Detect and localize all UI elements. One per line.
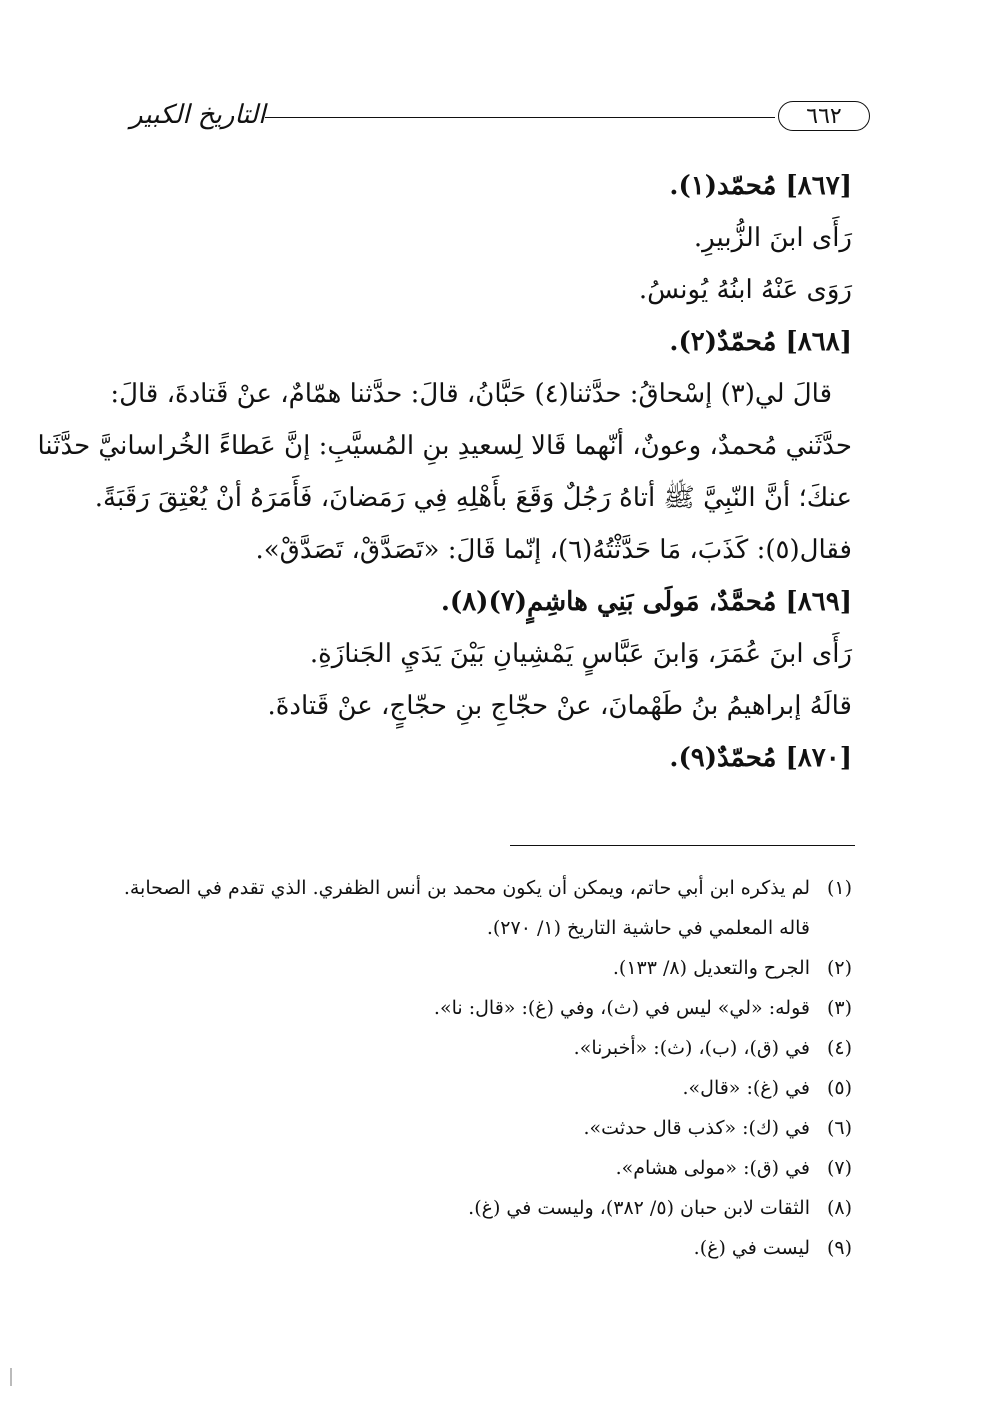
- text-line: عنكَ؛ أنَّ النّبِيَّ ﷺ أتاهُ رَجُلٌ وَقَعَ بأَهْلِهِ فِي رَمَضانَ، فَأَمَرَهُ أنْ يُعْتِقَ رَقَبَةً.: [94, 483, 852, 513]
- running-header: [130, 100, 870, 136]
- text-line: رَأَى ابنَ الزُّبيرِ.: [693, 223, 852, 253]
- footnote-item: [112, 948, 852, 988]
- footnote-item: [112, 1108, 852, 1148]
- entry-heading: [٨٦٨] مُحمّدٌ(٢).: [669, 327, 852, 357]
- footnotes: [112, 868, 852, 1268]
- header-rule: [265, 117, 775, 118]
- footnote-number: (٧): [826, 1157, 852, 1179]
- entry-heading: [٨٧٠] مُحمّدٌ(٩).: [669, 743, 852, 773]
- footnote-number: (٥): [826, 1077, 852, 1099]
- footnote-item: [112, 1028, 852, 1068]
- footnote-item: [112, 1188, 852, 1228]
- footnote-text: قوله: «لي» ليس في (ث)، وفي (غ): «قال: نا».: [433, 997, 810, 1019]
- entry-heading: [٨٦٩] مُحمَّدٌ، مَولَى بَنِي هاشِمٍ(٧)(٨).: [440, 587, 852, 617]
- footnote-item: [112, 1228, 852, 1268]
- page-number: ٦٦٢: [778, 101, 870, 131]
- footnote-number: (٩): [826, 1237, 852, 1259]
- footnote-text: في (ق)، (ب)، (ث): «أخبرنا».: [573, 1037, 810, 1059]
- text-line: قالَ لي(٣) إسْحاقُ: حدَّثنا(٤) حَبَّانُ، قالَ: حدَّثنا همّامٌ، عنْ قَتادةَ، قالَ:: [110, 379, 832, 409]
- text-line: رَوَى عَنْهُ ابنُهُ يُونسُ.: [638, 275, 852, 305]
- scan-margin-mark: [10, 1368, 12, 1386]
- footnote-number: (١): [826, 877, 852, 899]
- footnote-text: الجرح والتعديل (٨/ ١٣٣).: [612, 957, 810, 979]
- text-line: قالَهُ إبراهيمُ بنُ طَهْمانَ، عنْ حجّاجِ بنِ حجّاجٍ، عنْ قَتادةَ.: [267, 691, 852, 721]
- footnote-item: [112, 1148, 852, 1188]
- footnote-number: (٤): [826, 1037, 852, 1059]
- footnote-separator: [510, 845, 855, 846]
- footnote-item: [112, 868, 852, 908]
- footnote-text: الثقات لابن حبان (٥/ ٣٨٢)، وليست في (غ).: [468, 1197, 810, 1219]
- footnote-number: (٣): [826, 997, 852, 1019]
- footnote-text: في (ق): «مولى هشام».: [615, 1157, 810, 1179]
- book-title: التاريخ الكبير: [130, 100, 266, 130]
- footnote-item: [112, 988, 852, 1028]
- footnote-number: (٢): [826, 957, 852, 979]
- footnote-continuation: قاله المعلمي في حاشية التاريخ (١/ ٢٧٠).: [486, 917, 810, 939]
- text-line: رَأَى ابنَ عُمَرَ، وَابنَ عَبَّاسٍ يَمْشِيانِ بَيْنَ يَدَيِ الجَنازَةِ.: [309, 639, 852, 669]
- footnote-text: ليست في (غ).: [693, 1237, 810, 1259]
- footnote-number: (٨): [826, 1197, 852, 1219]
- footnote-item: [112, 1068, 852, 1108]
- footnote-text: في (غ): «قال».: [682, 1077, 810, 1099]
- footnote-text: لم يذكره ابن أبي حاتم، ويمكن أن يكون محمد بن أنس الظفري. الذي تقدم في الصحابة.: [123, 877, 810, 899]
- text-line: حدَّثَني مُحمدٌ، وعونٌ، أنّهما قَالا لِسعيدِ بنِ المُسيَّبِ: إنَّ عَطاءً الخُراسانيَّ حدَّثَنا: [37, 431, 852, 461]
- main-text: [37, 160, 852, 784]
- text-line: فقال(٥): كَذَبَ، مَا حَدَّثْتُهُ(٦)، إنّما قَالَ: «تَصَدَّقْ، تَصَدَّقْ».: [255, 535, 852, 565]
- entry-heading: [٨٦٧] مُحمّد(١).: [669, 171, 852, 201]
- footnote-number: (٦): [826, 1117, 852, 1139]
- footnote-text: في (ك): «كذب قال حدثت».: [583, 1117, 810, 1139]
